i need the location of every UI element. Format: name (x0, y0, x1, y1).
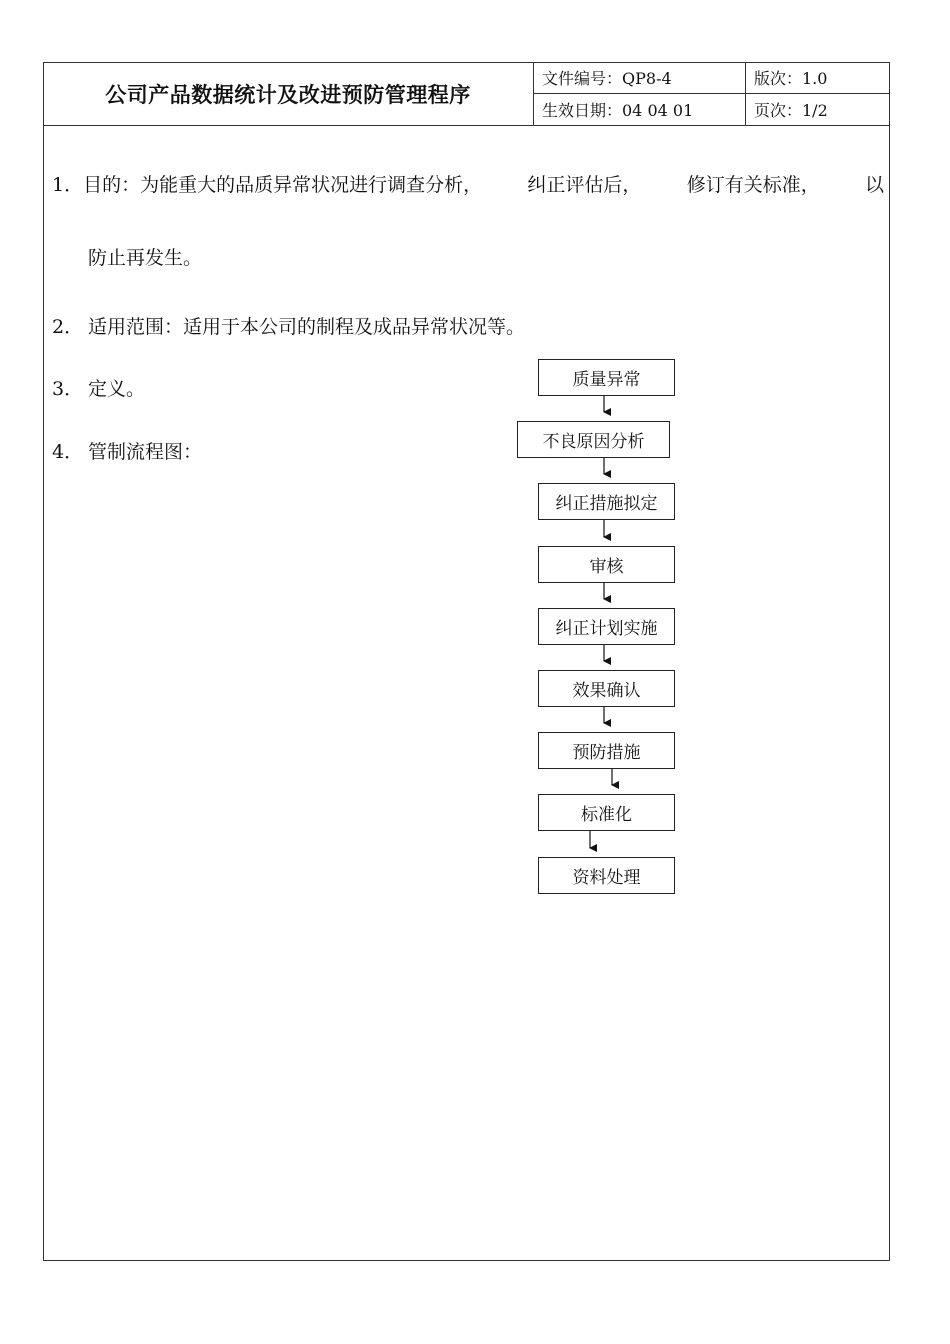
flowchart-step-2: 不良原因分析 (517, 421, 670, 458)
flowchart-step-3: 纠正措施拟定 (538, 483, 675, 520)
flowchart-step-4: 审核 (538, 546, 675, 583)
section-definition (52, 374, 145, 401)
flowchart-step-7: 预防措施 (538, 732, 675, 769)
flowchart-step-1: 质量异常 (538, 359, 675, 396)
purpose-number: 1． (52, 174, 84, 196)
flowchart-step-9: 资料处理 (538, 857, 675, 894)
flowchart-step-5: 纠正计划实施 (538, 608, 675, 645)
purpose-segment-4: 以 (864, 174, 884, 196)
flowchart-heading-text: 管制流程图： (88, 441, 203, 463)
doc-number-cell: 文件编号：QP8-4 (534, 62, 746, 94)
effective-date-cell: 生效日期：04 04 01 (534, 94, 746, 126)
page-number-cell: 页次：1/2 (746, 94, 890, 126)
section-purpose (52, 170, 884, 270)
purpose-line-1 (52, 170, 884, 197)
definition-number: 3． (52, 378, 84, 400)
version-cell: 版次：1.0 (746, 62, 890, 94)
flowchart-step-8: 标准化 (538, 794, 675, 831)
purpose-text-1: 目的：为能重大的品质异常状况进行调查分析， (83, 174, 483, 196)
flowchart-number: 4． (52, 441, 84, 463)
definition-text: 定义。 (88, 378, 146, 400)
section-flowchart-heading (52, 437, 202, 464)
document-title: 公司产品数据统计及改进预防管理程序 (43, 62, 534, 126)
scope-number: 2． (52, 316, 84, 338)
flowchart-step-6: 效果确认 (538, 670, 675, 707)
section-scope (52, 312, 525, 339)
purpose-line-2: 防止再发生。 (88, 247, 203, 269)
scope-text: 适用范围：适用于本公司的制程及成品异常状况等。 (88, 316, 526, 338)
purpose-segment-2: 纠正评估后， (527, 174, 642, 196)
purpose-segment-1 (52, 170, 482, 197)
purpose-segment-3: 修订有关标准， (686, 174, 820, 196)
